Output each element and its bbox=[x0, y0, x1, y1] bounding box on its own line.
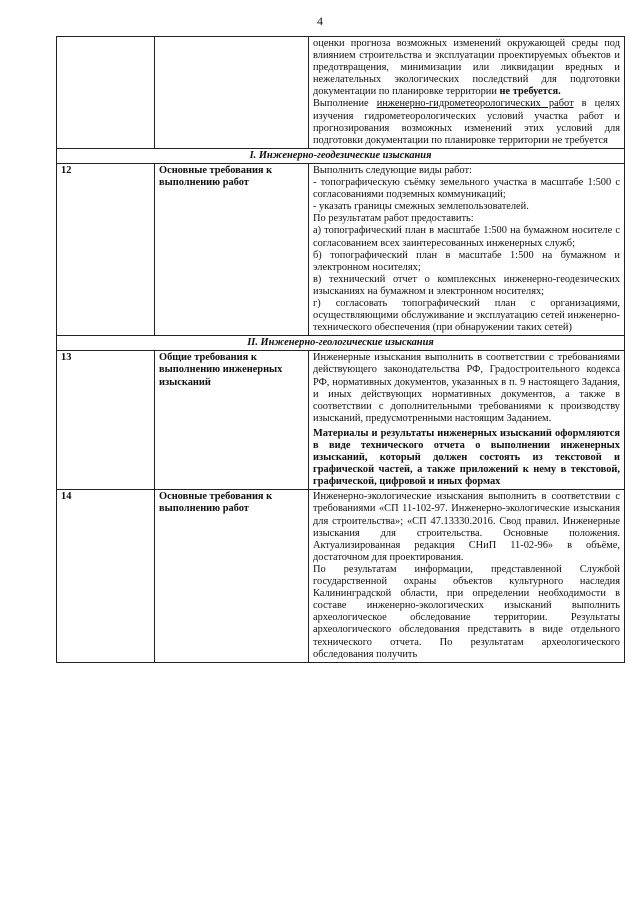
list-item: - топографическую съёмку земельного участка в масштабе 1:500 с согласованиями подземных коммуникаций; bbox=[313, 177, 620, 201]
cell-title-empty bbox=[155, 37, 309, 149]
cell-content bbox=[309, 37, 625, 149]
paragraph: Инженерно-экологические изыскания выполнить в соответствии с требованиями «СП 11-102-97. Инженерно-экологические изыскания для строительства»; «СП 47.13330.2016. Свод правил. Инженерные изыскания для строительства. Основные положения. Актуализированная редакция СНиП 11-02-96» в объёме, достаточном для проектирования. bbox=[313, 491, 620, 563]
row-title: Общие требования к выполнению инженерных изысканий bbox=[155, 351, 309, 490]
list-item: г) согласовать топографический план с организациями, осуществляющими обслуживание и эксплуатацию сетей инженерно-технического обеспечения (при обнаружении таких сетей) bbox=[313, 297, 620, 334]
row-number: 14 bbox=[57, 490, 155, 662]
cell-content bbox=[309, 351, 625, 490]
table-row-12 bbox=[57, 163, 625, 335]
section-row bbox=[57, 148, 625, 163]
list-item: а) топографический план в масштабе 1:500 на бумажном носителе с согласованием всех заинтересованных инженерных служб; bbox=[313, 225, 620, 249]
row-number: 13 bbox=[57, 351, 155, 490]
row-title: Основные требования к выполнению работ bbox=[155, 163, 309, 335]
section-row bbox=[57, 336, 625, 351]
cell-num-empty bbox=[57, 37, 155, 149]
table-row-13 bbox=[57, 351, 625, 490]
paragraph bbox=[313, 98, 620, 146]
list-item: - указать границы смежных землепользователей. bbox=[313, 201, 529, 213]
paragraph: По результатам информации, представленной Службой государственной охраны объектов культурного наследия Калининградской области, при определении необходимости в составе инженерно-экологических изысканий выполнить археологическое обследование территории. Результаты археологического обследования представить в виде отдельного технического отчета. По результатам археологического обследования получить bbox=[313, 563, 620, 660]
list-item: в) технический отчет о комплексных инженерно-геодезических изысканиях на бумажном и электронном носителях; bbox=[313, 273, 620, 297]
cell-content bbox=[309, 490, 625, 662]
hydro-text-pre: Выполнение bbox=[313, 98, 369, 110]
page-number: 4 bbox=[317, 14, 323, 28]
cell-content bbox=[309, 163, 625, 335]
table-row-continuation bbox=[57, 37, 625, 149]
hydro-text-post: в целях изучения гидрометеорологических условий участка работ и прогнозирования возможных изменений этих условий для подготовки документации по планировке территории не требуется bbox=[313, 98, 620, 146]
section-heading-geodesy: I. Инженерно-геодезические изыскания bbox=[57, 148, 625, 163]
requirements-table bbox=[56, 36, 625, 663]
list-item: По результатам работ предоставить: bbox=[313, 213, 474, 225]
paragraph bbox=[313, 38, 620, 98]
row-number: 12 bbox=[57, 163, 155, 335]
list-item: б) топографический план в масштабе 1:500 на бумажном и электронном носителях; bbox=[313, 249, 620, 273]
row-title: Основные требования к выполнению работ bbox=[155, 490, 309, 662]
paragraph: Инженерные изыскания выполнить в соответствии с требованиями действующего законодательства РФ, Градостроительного кодекса РФ, нормативных документов, указанных в п. 9 настоящего Задания, и иных действующих нормативных документов, а также в соответствии с дополнительными требованиями к производству изысканий, предусмотренными настоящим Заданием. bbox=[313, 352, 620, 424]
section-heading-geology: II. Инженерно-геологические изыскания bbox=[57, 336, 625, 351]
hydro-link-text: инженерно-гидрометеорологических работ bbox=[376, 98, 574, 110]
list-item: Выполнить следующие виды работ: bbox=[313, 164, 472, 176]
ecology-text: оценки прогноза возможных изменений окружающей среды под влиянием строительства и эксплуатации проектируемых объектов и предотвращения, минимизации или ликвидации вредных и нежелательных экологических последствий для подготовки документации по планировке территории bbox=[313, 38, 620, 98]
paragraph-bold: Материалы и результаты инженерных изысканий оформляются в виде технического отчета о выполнении инженерных изысканий, который должен состоять из текстовой и графической частей, а также приложений к нему в текстовой, графической, цифровой и иных формах bbox=[313, 427, 620, 488]
table-row-14 bbox=[57, 490, 625, 662]
bold-note: не требуется. bbox=[499, 86, 561, 98]
